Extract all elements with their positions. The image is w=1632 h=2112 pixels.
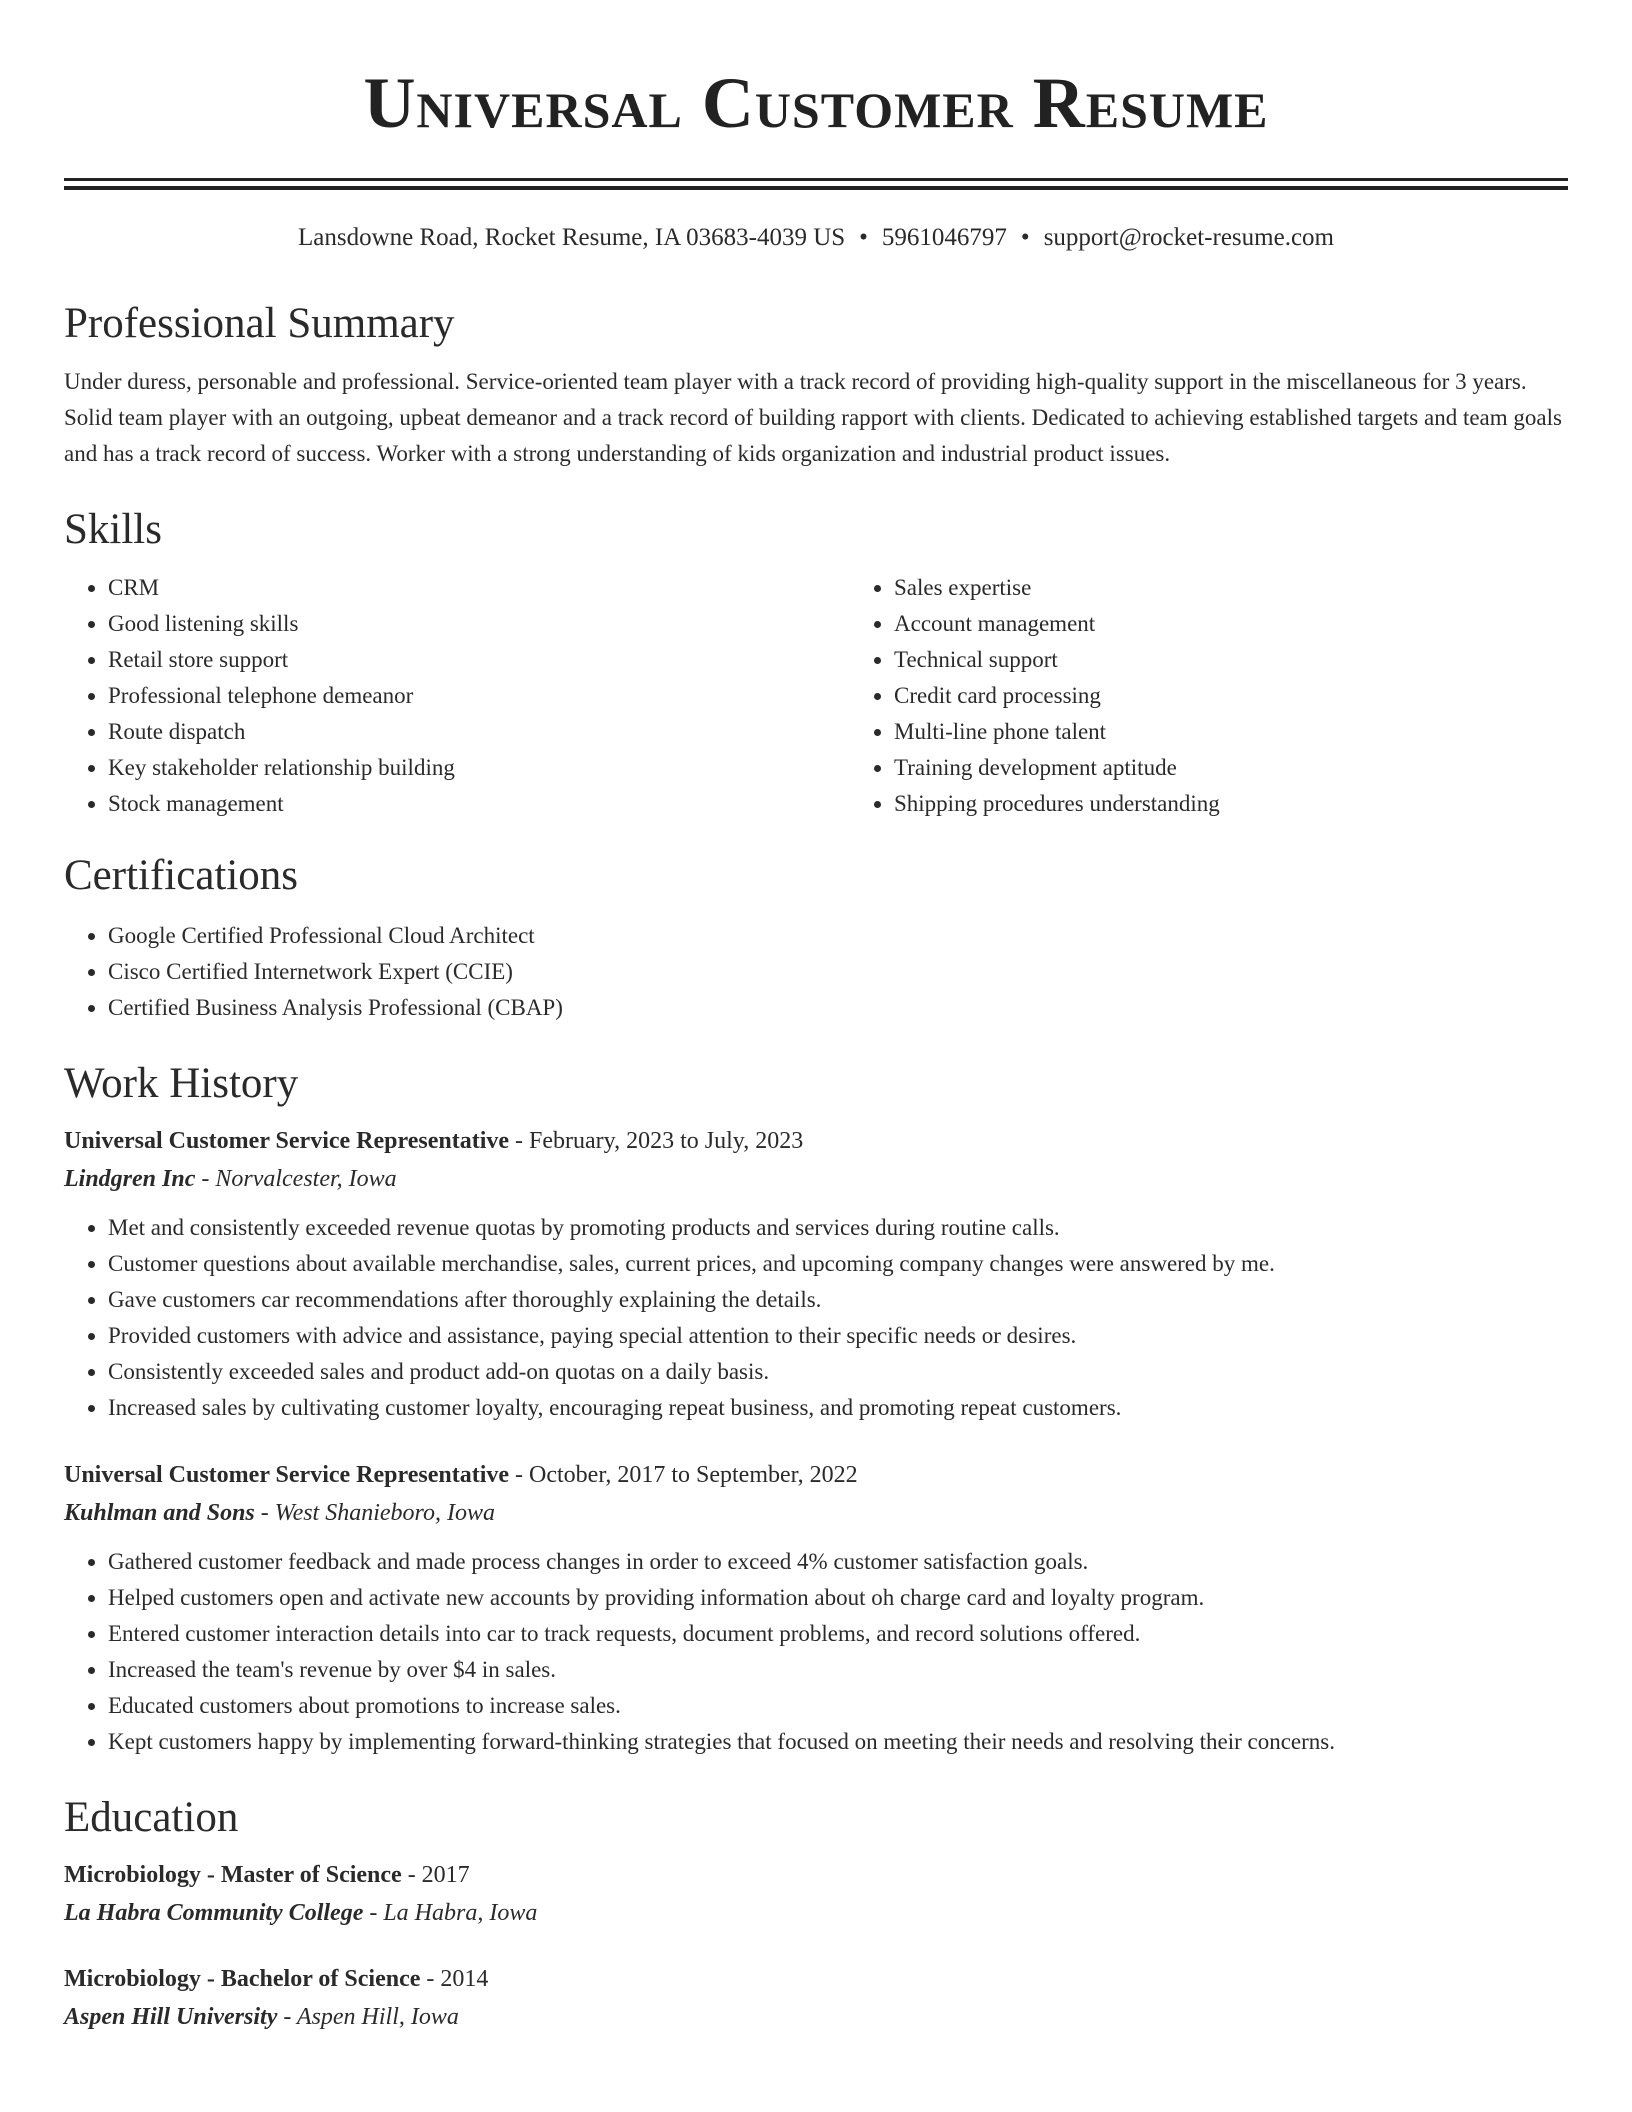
contact-phone: 5961046797 — [881, 224, 1007, 251]
job-entry — [64, 1456, 1568, 1760]
job-duty: • Gave customers car recommendations after thoroughly explaining the details. — [108, 1282, 1568, 1318]
certifications-section — [64, 848, 1568, 1026]
skill-item: • Multi-line phone talent — [894, 714, 1632, 750]
school-location: - Aspen Hill, Iowa — [277, 2004, 459, 2030]
skill-item: • Account management — [894, 606, 1632, 642]
header-divider — [64, 178, 1568, 190]
skills-list-right — [850, 570, 1632, 822]
employer-name: Kuhlman and Sons — [64, 1500, 255, 1526]
employer-line — [64, 1160, 1568, 1198]
job-title-line — [64, 1122, 1568, 1160]
degree-title: Microbiology - Master of Science — [64, 1862, 402, 1888]
work-history-section — [64, 1056, 1568, 1760]
job-duty: • Gathered customer feedback and made process changes in order to exceed 4% customer satisfaction goals. — [108, 1544, 1568, 1580]
job-title: Universal Customer Service Representative — [64, 1128, 510, 1154]
degree-title: Microbiology - Bachelor of Science — [64, 1966, 421, 1992]
job-duty: • Entered customer interaction details into car to track requests, document problems, and record solutions offered. — [108, 1616, 1568, 1652]
education-heading: Education — [64, 1794, 239, 1841]
job-dates: - February, 2023 to July, 2023 — [509, 1128, 804, 1154]
school-line — [64, 1894, 1568, 1932]
summary-text: Under duress, personable and professional. Service-oriented team player with a track record of providing high-quality support in the miscellaneous for 3 years. Solid team player with an outgoing, upbeat demeanor and a track record of building rapport with clients. Dedicated to achieving established targets and team goals and has a track record of success. Worker with a strong understanding of kids organization and industrial product issues. — [64, 369, 1562, 466]
summary-heading: Professional Summary — [64, 300, 455, 347]
school-name: La Habra Community College — [64, 1900, 364, 1926]
job-duty: • Met and consistently exceeded revenue quotas by promoting products and services during routine calls. — [108, 1210, 1568, 1246]
skills-list-left — [64, 570, 850, 822]
skills-section — [64, 502, 1568, 822]
skill-item: • Credit card processing — [894, 678, 1632, 714]
contact-separator: • — [1020, 224, 1030, 251]
job-duty: • Increased the team's revenue by over $4 in sales. — [108, 1652, 1568, 1688]
skill-item: • Technical support — [894, 642, 1632, 678]
skill-item: • Route dispatch — [108, 714, 850, 750]
job-duty: • Helped customers open and activate new accounts by providing information about oh charge card and loyalty program. — [108, 1580, 1568, 1616]
job-duty: • Increased sales by cultivating customer loyalty, encouraging repeat business, and promoting repeat customers. — [108, 1390, 1568, 1426]
contact-email: support@rocket-resume.com — [1043, 224, 1334, 251]
summary-section — [64, 296, 1568, 472]
skill-item: • Good listening skills — [108, 606, 850, 642]
skill-item: • Stock management — [108, 786, 850, 822]
employer-location: - Norvalcester, Iowa — [195, 1166, 397, 1192]
certification-item: • Certified Business Analysis Professional (CBAP) — [108, 990, 1568, 1026]
school-name: Aspen Hill University — [64, 2004, 278, 2030]
contact-address: Lansdowne Road, Rocket Resume, IA 03683-4039 US — [298, 224, 846, 251]
education-entry — [64, 1856, 1568, 1932]
certification-item: • Google Certified Professional Cloud Architect — [108, 918, 1568, 954]
job-title-line — [64, 1456, 1568, 1494]
skill-item: • Retail store support — [108, 642, 850, 678]
job-duty: • Kept customers happy by implementing forward-thinking strategies that focused on meeting their needs and resolving their concerns. — [108, 1724, 1568, 1760]
skill-item: • Professional telephone demeanor — [108, 678, 850, 714]
employer-name: Lindgren Inc — [64, 1166, 196, 1192]
degree-line — [64, 1960, 1568, 1998]
certification-item: • Cisco Certified Internetwork Expert (CCIE) — [108, 954, 1568, 990]
skill-item: • Training development aptitude — [894, 750, 1632, 786]
certifications-list — [64, 918, 1568, 1026]
school-location: - La Habra, Iowa — [363, 1900, 538, 1926]
employer-line — [64, 1494, 1568, 1532]
school-line — [64, 1998, 1568, 2036]
contact-separator: • — [859, 224, 868, 251]
degree-line — [64, 1856, 1568, 1894]
employer-location: - West Shanieboro, Iowa — [254, 1500, 495, 1526]
job-duty: • Educated customers about promotions to increase sales. — [108, 1688, 1568, 1724]
degree-year: - 2014 — [420, 1966, 489, 1992]
resume-name: Universal Customer Resume — [363, 63, 1269, 143]
job-duty: • Provided customers with advice and assistance, paying special attention to their specific needs or desires. — [108, 1318, 1568, 1354]
job-duty: • Consistently exceeded sales and product add-on quotas on a daily basis. — [108, 1354, 1568, 1390]
job-duties-list — [64, 1544, 1568, 1760]
certifications-heading: Certifications — [64, 852, 299, 899]
job-dates: - October, 2017 to September, 2022 — [509, 1462, 858, 1488]
contact-line — [64, 220, 1568, 256]
skill-item: • Shipping procedures understanding — [894, 786, 1632, 822]
job-duty: • Customer questions about available merchandise, sales, current prices, and upcoming company changes were answered by me. — [108, 1246, 1568, 1282]
job-duties-list — [64, 1210, 1568, 1426]
skill-item: • Key stakeholder relationship building — [108, 750, 850, 786]
education-section — [64, 1790, 1568, 2036]
education-entry — [64, 1960, 1568, 2036]
skills-heading: Skills — [64, 506, 162, 553]
work-history-heading: Work History — [64, 1060, 299, 1107]
degree-year: - 2017 — [401, 1862, 470, 1888]
skill-item: • Sales expertise — [894, 570, 1632, 606]
skill-item: • CRM — [108, 570, 850, 606]
job-entry — [64, 1122, 1568, 1426]
job-title: Universal Customer Service Representative — [64, 1462, 510, 1488]
